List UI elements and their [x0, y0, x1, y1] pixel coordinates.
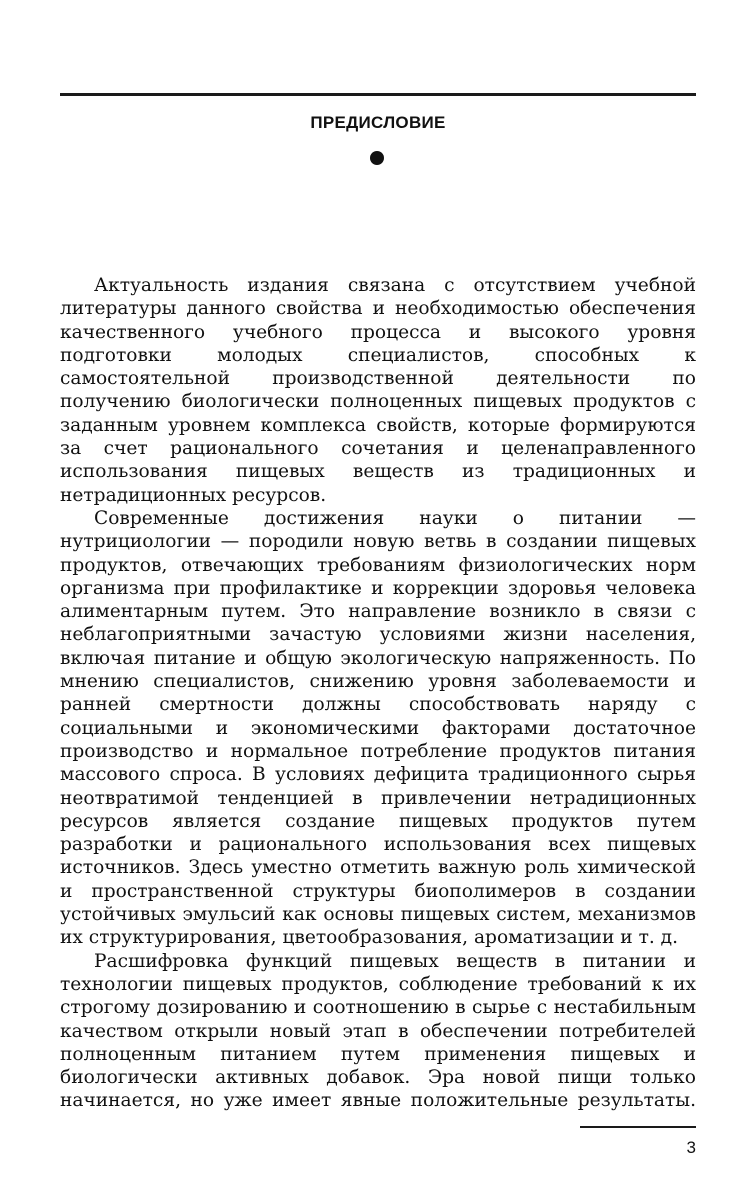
- header-rule: [60, 93, 696, 96]
- paragraph-nutriology: Современные достижения науки о питании — нутрициологии — породили новую ветвь в создании пищевых продуктов, отвечающих требованиям физиологических норм организма при профилактике и коррекции здоровья человека алиментарным путем. Это направление возникло в связи с неблагоприятными зачастую условиями жизни населения, включая питание и общую экологическую напряженность. По мнению специалистов, снижению уровня заболеваемости и ранней смертности должны способствовать наряду с социальными и экономическими факторами достаточное производство и нормальное потребление продуктов питания массового спроса. В условиях дефицита традиционного сырья неотвратимой тенденцией в привлечении нетрадиционных ресурсов является создание пищевых продуктов путем разработки и рационального использования всех пищевых источников. Здесь уместно отметить важную роль химической и пространственной структуры биополимеров в создании устойчивых эмульсий как основы пищевых систем, механизмов их структурирования, цветообразования, ароматизации и т. д.: [60, 507, 696, 949]
- title-bullet-ornament: [370, 151, 384, 165]
- page-title: ПРЕДИСЛОВИЕ: [310, 113, 446, 132]
- footer-rule: [580, 1126, 696, 1128]
- page-number: 3: [686, 1138, 696, 1157]
- paragraph-relevance: Актуальность издания связана с отсутствием учебной литературы данного свойства и необходимостью обеспечения качественного учебного процесса и высокого уровня подготовки молодых специалистов, способных к самостоятельной производственной деятельности по получению биологически полноценных пищевых продуктов с заданным уровнем комплекса свойств, которые формируются за счет рационального сочетания и целенаправленного использования пищевых веществ из традиционных и нетрадиционных ресурсов.: [60, 275, 696, 506]
- paragraph-nutrient-functions: Расшифровка функций пищевых веществ в питании и технологии пищевых продуктов, соблюдение требований к их строгому дозированию и соотношению в сырье с нестабильным качеством открыли новый этап в обеспечении потребителей полноценным питанием путем применения пищевых и биологически активных добавок. Эра новой пищи только начинается, но уже имеет явные положительные результаты.: [60, 950, 696, 1112]
- body-text: [60, 274, 696, 1113]
